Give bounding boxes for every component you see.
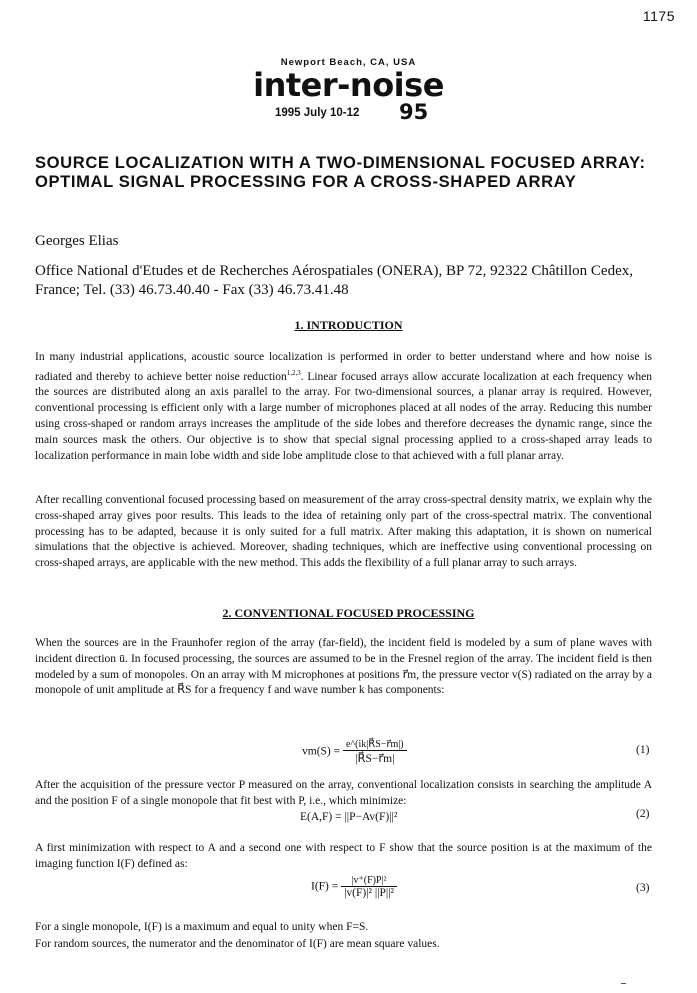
conventional-paragraph-1: When the sources are in the Fraunhofer region of the array (far-field), the incident field is modeled by a sum of plane waves with incident direction ū. In focused processing, the sources are assumed to be in the Fresnel region of the array. The incident field is then modeled by a sum of monopoles. On an array with M microphones at positions r⃗m, the pressure vector v(S) radiated on the array by a monopole of unit amplitude at R⃗S for a frequency f and wave number k has components: [35, 637, 652, 697]
paper-title: SOURCE LOCALIZATION WITH A TWO-DIMENSIONAL FOCUSED ARRAY: OPTIMAL SIGNAL PROCESSING FOR A CROSS-SHAPED ARRAY [35, 153, 646, 191]
equation-1 [302, 739, 407, 765]
conventional-paragraph-3: A first minimization with respect to A and a second one with respect to F show that the source position is at the maximum of the imaging function I(F) defined as: [35, 842, 652, 870]
intro-p1-text-b: . Linear focused arrays allow accurate localization at each frequency when the sources are distributed along an axis parallel to the array. For two-dimensional sources, a planar array is required. However, conventional processing is efficient only with a large number of microphones placed at all nodes of the array. Reducing this number using cross-shaped or random arrays increases the amplitude of the side lobes and therefore decreases the dynamic range, since the main sources mask the others. Our objective is to show that special signal processing applied to a cross-shaped array leads to localization performance in main lobe width and side lobe amplitude close to that achieved with a full planar array. [35, 370, 652, 462]
equation-3-numerator: |v⁺(F)P|² [341, 875, 397, 887]
equation-1-lhs: vm(S) = [302, 745, 341, 758]
equation-1-denominator: |R⃗S−r⃗m| [355, 753, 395, 765]
equation-2-number: (2) [636, 808, 650, 820]
reference-superscript: 1,2,3 [286, 368, 301, 377]
intro-paragraph-1 [35, 350, 652, 464]
intro-p1-text-a: In many industrial applications, acoustic source localization is performed in order to better understand where and how noise is radiated and thereby to achieve better noise reduction [35, 351, 652, 383]
footer-mark [621, 983, 626, 984]
conference-year: 95 [399, 100, 429, 124]
section-heading-conventional: 2. CONVENTIONAL FOCUSED PROCESSING [222, 606, 475, 620]
page-number: 1175 [642, 8, 675, 24]
equation-3-fraction [341, 875, 397, 899]
conventional-paragraph-5: For random sources, the numerator and the denominator of I(F) are mean square values. [35, 938, 440, 950]
conventional-paragraph-2: After the acquisition of the pressure vector P measured on the array, conventional localization consists in searching the amplitude A and the position F of a single monopole that fit best with P, i.e., which minimize: [35, 779, 652, 807]
conference-location: Newport Beach, CA, USA [280, 57, 417, 68]
conventional-paragraph-4: For a single monopole, I(F) is a maximum and equal to unity when F=S. [35, 921, 369, 933]
equation-3-denominator: |v(F)|² ||P||² [344, 887, 394, 899]
section-heading-introduction: 1. INTRODUCTION [294, 318, 403, 332]
equation-1-number: (1) [636, 744, 650, 756]
equation-1-numerator: e^(ik|R⃗S−r⃗m|) [343, 739, 407, 751]
author-affiliation: Office National d'Etudes et de Recherches Aérospatiales (ONERA), BP 72, 92322 Châtillon Cedex, France; Tel. (33) 46.73.40.40 - Fax (33) 46.73.41.48 [35, 263, 633, 298]
conference-logo: inter-noise [253, 66, 444, 104]
intro-paragraph-2: After recalling conventional focused processing based on measurement of the array cross-spectral density matrix, we explain why the cross-shaped array gives poor results. This leads to the idea of retaining only part of the cross-spectral matrix. The conventional processing has to be adapted, because it is only suited for a full matrix. After making this adaptation, it is shown on numerical simulations that the objective is achieved. Moreover, shading techniques, which are ineffective using conventional processing on cross-shaped arrays, are applicable with the new method. This adds the flexibility of a full planar array to such arrays. [35, 494, 652, 570]
equation-3-number: (3) [636, 882, 650, 894]
equation-3-lhs: I(F) = [311, 880, 339, 893]
equation-1-fraction [343, 739, 407, 765]
equation-2: E(A,F) = ||P−Av(F)||² [300, 811, 398, 823]
conference-date: 1995 July 10-12 [275, 107, 360, 119]
equation-3 [311, 875, 397, 899]
author-name: Georges Elias [35, 233, 119, 249]
